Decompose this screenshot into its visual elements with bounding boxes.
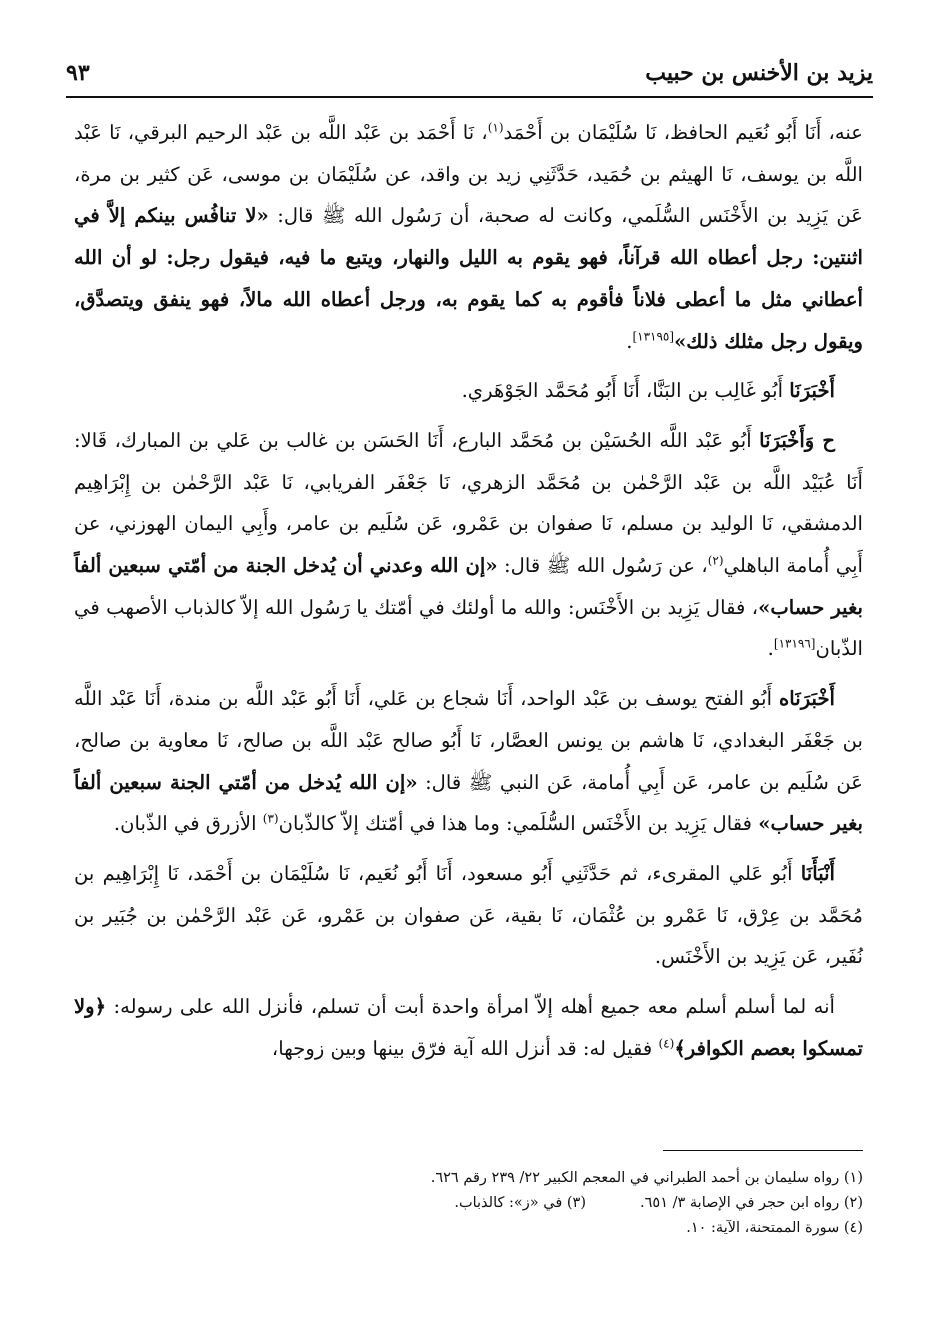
bold-text-run: أَخْبَرَنَا — [789, 379, 835, 403]
text-run: فقال يَزِيد بن الأَخْنَس السُّلَمي: وما هذا في أمّتك إلاّ كالذّبان — [278, 812, 759, 836]
main-text — [74, 112, 863, 1077]
paragraph — [74, 678, 863, 845]
footnote: (٣) في «ز»: كالذباب. — [454, 1195, 587, 1211]
footnote: (١) رواه سليمان بن أحمد الطبراني في المعجم الكبير ٢٢/ ٢٣٩ رقم ٦٢٦. — [430, 1170, 863, 1186]
text-run: ، عن رَسُول الله ﷺ قال: — [497, 554, 708, 578]
footnote-divider — [663, 1150, 863, 1151]
text-run: . — [767, 637, 774, 661]
text-run: الأزرق في الذّبان. — [113, 812, 263, 836]
bold-text-run: أَنْبَأَنَا — [800, 861, 835, 885]
footnote-marker: (٤) — [658, 1036, 675, 1051]
footnote: (٤) سورة الممتحنة، الآية: ١٠. — [686, 1220, 863, 1236]
paragraph — [74, 420, 863, 670]
text-run: . — [626, 329, 633, 353]
paragraph — [74, 112, 863, 362]
bold-text-run: «إن الله يُدخل من أمّتي الجنة سبعين ألفاً بغير حساب» — [74, 770, 863, 836]
text-run: أَبُو عَبْد اللَّه الحُسَيْن بن مُحَمَّد البارع، أَنَا الحَسَن بن غالب بن عَلي بن المبارك، قَالا: أَنَا عُبَيْد اللَّه بن عَبْد الرَّحْمٰن بن مُحَمَّد الزهري، نَا جَعْفَر الفريابي، نَا عَبْد الرَّحْمٰن بن إِبْرَاهِيم الدمشقي، نَا الوليد بن مسلم، نَا صفوان بن عَمْرو، عَن سُلَيم بن عامر، وأَبِي اليمان الهوزني، عن أَبِي أُمامة الباهلي — [74, 428, 863, 578]
text-run: أَبُو عَلي المقرىء، ثم حَدَّثَنِي أَبُو مسعود، أَنَا أَبُو نُعَيم، نَا سُلَيْمَان بن أَحْمَد، نَا إِبْرَاهِيم بن مُحَمَّد بن عِرْق، نَا عَمْرو بن عُثْمَان، نَا بقية، عَن صفوان بن عَمْرو، عَن عَبْد الرَّحْمٰن بن جُبَير بن نُفَير، عَن يَزِيد بن الأَخْنَس. — [74, 861, 863, 969]
text-run: أَبُو الفتح يوسف بن عَبْد الواحد، أَنَا شجاع بن عَلي، أَنَا أَبُو عَبْد اللَّه بن مندة، أَنَا عَبْد اللَّه بن جَعْفَر البغدادي، نَا هاشم بن يونس العصَّار، نَا أَبُو صالح عَبْد اللَّه بن صالح، نَا معاوية بن صالح، عَن سُلَيم بن عامر، عَن أَبِي أُمامة، عَن النبي ﷺ قال: — [74, 687, 863, 794]
footnote-marker: (٣) — [262, 811, 279, 826]
bold-text-run: «إن الله وعدني أن يُدخل الجنة من أمّتي سبعين ألفاً بغير حساب» — [74, 554, 863, 619]
footnotes — [74, 1166, 863, 1241]
paragraph — [74, 986, 863, 1069]
text-run: أَبُو غَالِب بن البَنَّا، أَنَا أَبُو مُحَمَّد الجَوْهَري. — [461, 379, 790, 403]
bold-text-run: أَخْبَرَنَاه — [779, 687, 835, 711]
page-number: ٩٣ — [66, 60, 90, 86]
text-run: فقيل له: قد أنزل الله آية فرّق بينها وبين زوجها، — [271, 1036, 659, 1060]
text-run: ، فقال يَزِيد بن الأَخْنَس: والله ما أولئك في أمّتك يا رَسُول الله إلاّ كالذباب الأصهب في الذّبان — [74, 595, 863, 661]
text-run: أنه لما أسلم أسلم معه جميع أهله إلاّ امرأة واحدة أبت أن تسلم، فأنزل الله على رسوله: — [106, 995, 835, 1019]
paragraph — [74, 370, 863, 412]
text-run: عنه، أَنَا أَبُو نُعَيم الحافظ، نَا سُلَيْمَان بن أَحْمَد — [503, 121, 863, 144]
footnote: (٢) رواه ابن حجر في الإصابة ٣/ ٦٥١. — [640, 1195, 863, 1211]
footnote-row — [74, 1191, 863, 1216]
footnote-marker: (١) — [487, 120, 504, 135]
bold-text-run: ﴿ولا تمسكوا بعصم الكوافر﴾ — [74, 995, 863, 1060]
footnote-marker: (٢) — [707, 553, 724, 568]
running-header — [66, 56, 873, 98]
text-run: ، نَا أَحْمَد بن عَبْد اللَّه بن عَبْد الرحيم البرقي، نَا عَبْد اللَّه بن يوسف، نَا الهيثم بن حُمَيد، حَدَّثَنِي زيد بن واقد، عن سُلَيْمَان بن موسى، عَن كثير بن مرة، عَن يَزِيد بن الأَخْنَس السُّلَمي، وكانت له صحبة، أن رَسُول الله ﷺ قال: — [74, 121, 863, 228]
footnote-marker: [١٣١٩٥] — [632, 328, 675, 343]
bold-text-run: ح وَأَخْبَرَنَا — [759, 428, 835, 452]
header-title: يزيد بن الأخنس بن حبيب — [645, 60, 873, 86]
bold-text-run: «لا تنافُس بينكم إلاَّ في اثنتين: رجل أعطاه الله قرآناً، فهو يقوم به الليل والنهار، ويتبع ما فيه، فيقول رجل: لو أن الله أعطاني مثل ما أعطى فلاناً فأقوم به كما يقوم به، ورجل أعطاه الله مالاً، فهو ينفق ويتصدَّق، ويقول رجل مثلك ذلك» — [74, 204, 863, 353]
paragraph — [74, 853, 863, 978]
footnote-marker: [١٣١٩٦] — [773, 636, 816, 651]
